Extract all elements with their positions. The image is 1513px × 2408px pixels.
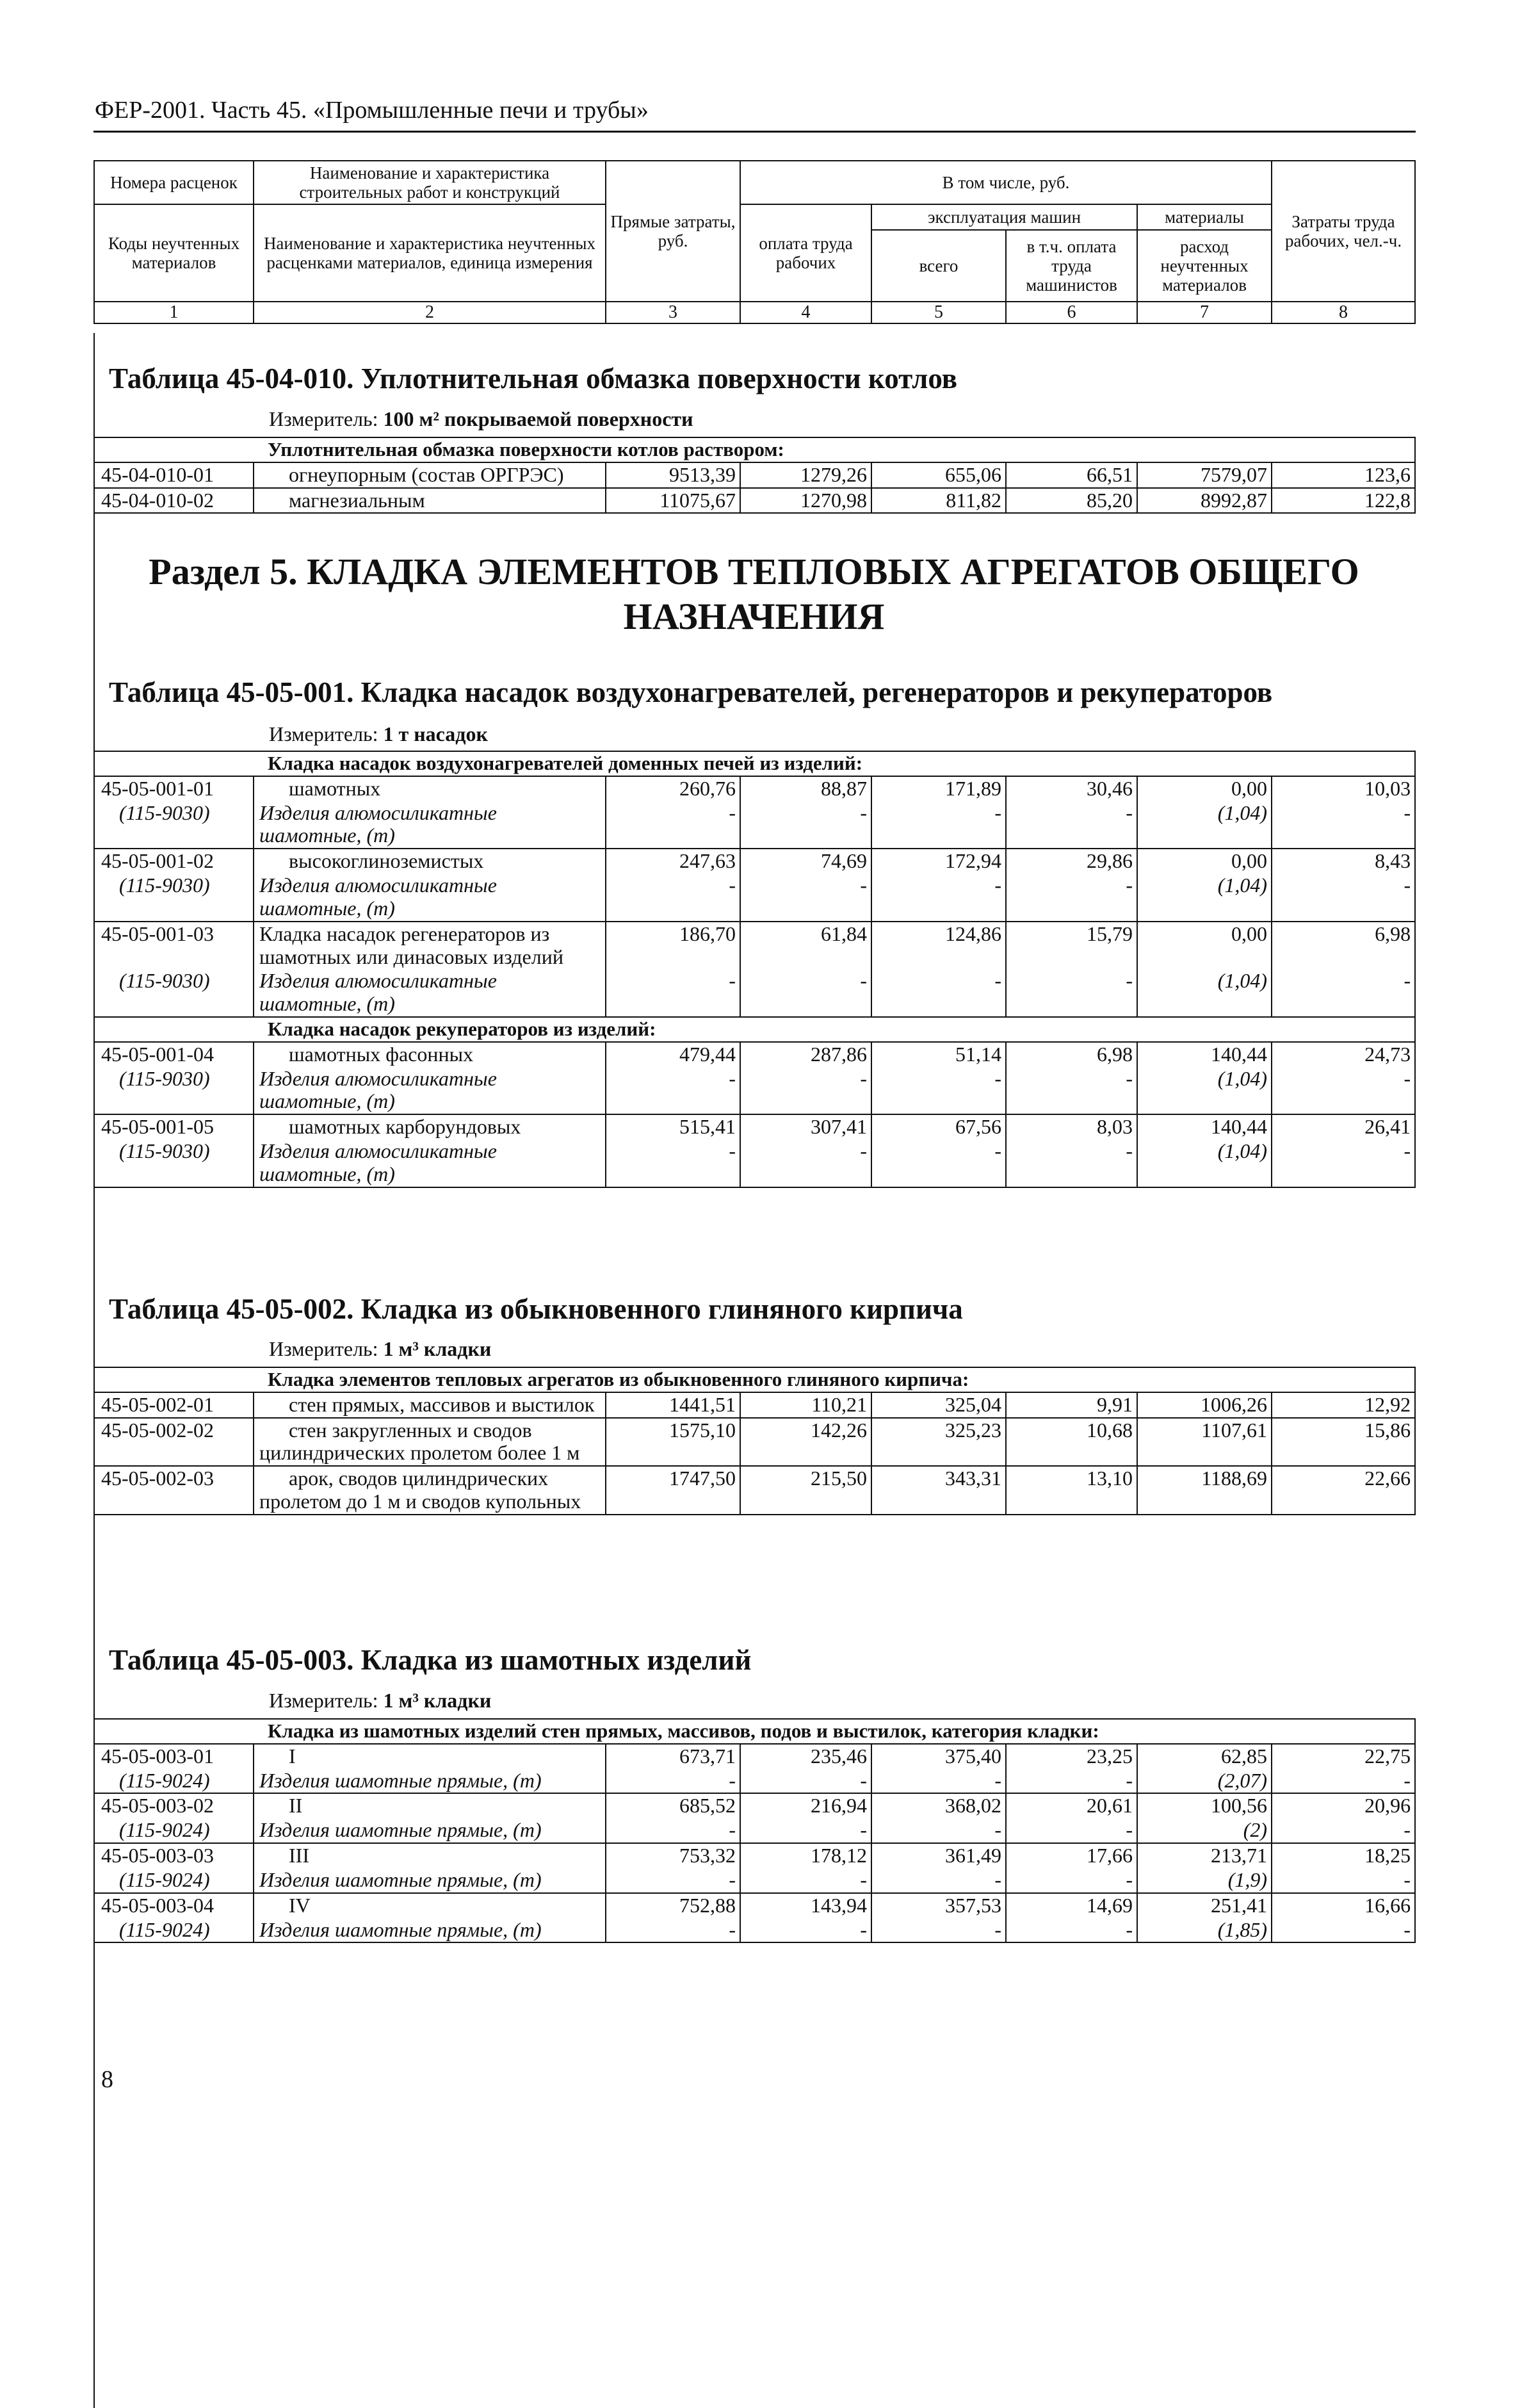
labor-costs: 123,6 — [1272, 462, 1415, 488]
material-name: Изделия алюмосиликатные шамотные, (т) — [254, 1067, 606, 1115]
labor-pay: 110,21 — [740, 1392, 871, 1418]
machines-labor: 14,69 — [1006, 1893, 1137, 1918]
machines-labor: 66,51 — [1006, 462, 1137, 488]
machines-total: 375,40 — [871, 1744, 1006, 1769]
material-machines-labor: - — [1006, 969, 1137, 1017]
material-row — [94, 1818, 1415, 1843]
labor-costs: 22,75 — [1272, 1744, 1415, 1769]
machines-total: 357,53 — [871, 1893, 1006, 1918]
section-title — [93, 549, 1414, 639]
material-consumption: (1,04) — [1137, 801, 1272, 849]
labor-costs: 16,66 — [1272, 1893, 1415, 1918]
material-row — [94, 1139, 1415, 1187]
labor-costs: 24,73 — [1272, 1042, 1415, 1067]
material-direct: - — [606, 969, 740, 1017]
material-consumption: (1,04) — [1137, 969, 1272, 1017]
work-name: I — [254, 1744, 606, 1769]
materials: 1188,69 — [1137, 1466, 1272, 1515]
material-direct: - — [606, 1868, 740, 1893]
direct-costs: 186,70 — [606, 922, 740, 970]
col-number: 3 — [606, 302, 740, 323]
labor-costs: 12,92 — [1272, 1392, 1415, 1418]
meter-label: Измеритель: — [269, 1689, 378, 1712]
machines-labor: 85,20 — [1006, 488, 1137, 514]
table-row — [94, 462, 1415, 488]
col-labor-pay: оплата труда рабочих — [740, 204, 871, 302]
material-direct: - — [606, 1769, 740, 1794]
material-name: Изделия шамотные прямые, (т) — [254, 1868, 606, 1893]
material-consumption: (1,04) — [1137, 1139, 1272, 1187]
col-number: 4 — [740, 302, 871, 323]
material-consumption: (1,85) — [1137, 1918, 1272, 1943]
material-direct: - — [606, 1918, 740, 1943]
material-machines: - — [871, 874, 1006, 922]
materials: 62,85 — [1137, 1744, 1272, 1769]
material-code: (115-9030) — [94, 969, 254, 1017]
material-code: (115-9024) — [94, 1918, 254, 1943]
labor-costs: 18,25 — [1272, 1843, 1415, 1868]
machines-labor: 13,10 — [1006, 1466, 1137, 1515]
table-title: Таблица 45-04-010. Уплотнительная обмазка поверхности котлов — [109, 362, 958, 395]
material-code: (115-9030) — [94, 801, 254, 849]
work-name: IV — [254, 1893, 606, 1918]
machines-total: 361,49 — [871, 1843, 1006, 1868]
rate-code: 45-05-001-02 — [94, 849, 254, 874]
meter-value: 1 т насадок — [383, 722, 488, 745]
material-labor-pay: - — [740, 1818, 871, 1843]
material-machines-labor: - — [1006, 874, 1137, 922]
direct-costs: 1747,50 — [606, 1466, 740, 1515]
material-name: Изделия алюмосиликатные шамотные, (т) — [254, 874, 606, 922]
machines-total: 172,94 — [871, 849, 1006, 874]
machines-total: 67,56 — [871, 1114, 1006, 1139]
direct-costs: 260,76 — [606, 776, 740, 801]
rate-code: 45-05-002-02 — [94, 1418, 254, 1467]
material-labor-pay: - — [740, 1918, 871, 1943]
materials: 0,00 — [1137, 776, 1272, 801]
material-machines: - — [871, 1868, 1006, 1893]
machines-labor: 10,68 — [1006, 1418, 1137, 1467]
material-direct: - — [606, 874, 740, 922]
labor-pay: 1270,98 — [740, 488, 871, 514]
material-code: (115-9030) — [94, 1067, 254, 1115]
rate-code: 45-05-003-02 — [94, 1793, 254, 1818]
table-title: Таблица 45-05-001. Кладка насадок воздухонагревателей, регенераторов и рекуператоров — [109, 676, 1273, 708]
material-consumption: (2,07) — [1137, 1769, 1272, 1794]
material-direct: - — [606, 1067, 740, 1115]
machines-labor: 17,66 — [1006, 1843, 1137, 1868]
material-direct: - — [606, 1818, 740, 1843]
meter-label: Измеритель: — [269, 407, 378, 430]
work-name: стен прямых, массивов и выстилок — [254, 1392, 606, 1418]
work-name: шамотных фасонных — [254, 1042, 606, 1067]
labor-pay: 215,50 — [740, 1466, 871, 1515]
material-row — [94, 801, 1415, 849]
labor-pay: 287,86 — [740, 1042, 871, 1067]
material-labor-costs: - — [1272, 801, 1415, 849]
table-row — [94, 1893, 1415, 1918]
rates-table-45-05-001 — [93, 751, 1416, 1188]
col-labor-costs: Затраты труда рабочих, чел.-ч. — [1272, 161, 1415, 302]
material-machines: - — [871, 1139, 1006, 1187]
direct-costs: 1441,51 — [606, 1392, 740, 1418]
material-machines-labor: - — [1006, 1067, 1137, 1115]
labor-pay: 1279,26 — [740, 462, 871, 488]
rate-code: 45-04-010-01 — [94, 462, 254, 488]
rate-code: 45-05-001-04 — [94, 1042, 254, 1067]
material-machines-labor: - — [1006, 1818, 1137, 1843]
table-row — [94, 1042, 1415, 1067]
machines-labor: 29,86 — [1006, 849, 1137, 874]
material-labor-costs: - — [1272, 1918, 1415, 1943]
material-machines-labor: - — [1006, 1769, 1137, 1794]
machines-total: 124,86 — [871, 922, 1006, 970]
machines-total: 343,31 — [871, 1466, 1006, 1515]
labor-costs: 10,03 — [1272, 776, 1415, 801]
direct-costs: 1575,10 — [606, 1418, 740, 1467]
machines-labor: 30,46 — [1006, 776, 1137, 801]
material-labor-costs: - — [1272, 1868, 1415, 1893]
materials: 140,44 — [1137, 1114, 1272, 1139]
work-name: Кладка насадок регенераторов из шамотных или динасовых изделий — [254, 922, 606, 970]
rates-table-45-05-003 — [93, 1718, 1416, 1943]
col-materials-consumption: расход неучтенных материалов — [1137, 230, 1272, 302]
materials: 251,41 — [1137, 1893, 1272, 1918]
meter-value: 1 м³ кладки — [383, 1689, 492, 1712]
material-row — [94, 1067, 1415, 1115]
material-direct: - — [606, 1139, 740, 1187]
material-labor-pay: - — [740, 801, 871, 849]
direct-costs: 673,71 — [606, 1744, 740, 1769]
rates-table-45-04-010 — [93, 437, 1416, 514]
table-title: Таблица 45-05-002. Кладка из обыкновенного глиняного кирпича — [109, 1293, 963, 1325]
labor-costs: 20,96 — [1272, 1793, 1415, 1818]
col-work-name: Наименование и характеристика строительных работ и конструкций — [254, 161, 606, 204]
material-machines: - — [871, 969, 1006, 1017]
labor-costs: 22,66 — [1272, 1466, 1415, 1515]
machines-total: 51,14 — [871, 1042, 1006, 1067]
direct-costs: 753,32 — [606, 1843, 740, 1868]
material-name: Изделия алюмосиликатные шамотные, (т) — [254, 1139, 606, 1187]
direct-costs: 515,41 — [606, 1114, 740, 1139]
table-title: Таблица 45-05-003. Кладка из шамотных изделий — [109, 1644, 752, 1676]
col-including: В том числе, руб. — [740, 161, 1272, 204]
materials: 0,00 — [1137, 849, 1272, 874]
material-name: Изделия алюмосиликатные шамотные, (т) — [254, 801, 606, 849]
work-name: шамотных — [254, 776, 606, 801]
work-name: магнезиальным — [254, 488, 606, 514]
labor-costs: 8,43 — [1272, 849, 1415, 874]
col-machines-incl: в т.ч. оплата труда машинистов — [1006, 230, 1137, 302]
rate-code: 45-05-002-01 — [94, 1392, 254, 1418]
material-labor-costs: - — [1272, 1139, 1415, 1187]
material-labor-costs: - — [1272, 1067, 1415, 1115]
labor-pay: 142,26 — [740, 1418, 871, 1467]
direct-costs: 752,88 — [606, 1893, 740, 1918]
machines-labor: 9,91 — [1006, 1392, 1137, 1418]
materials: 0,00 — [1137, 922, 1272, 970]
machines-labor: 8,03 — [1006, 1114, 1137, 1139]
material-code: (115-9030) — [94, 874, 254, 922]
col-number: 5 — [871, 302, 1006, 323]
work-name: шамотных карборундовых — [254, 1114, 606, 1139]
materials: 100,56 — [1137, 1793, 1272, 1818]
material-code: (115-9024) — [94, 1769, 254, 1794]
material-code: (115-9024) — [94, 1868, 254, 1893]
material-labor-pay: - — [740, 1868, 871, 1893]
material-row — [94, 1868, 1415, 1893]
material-machines-labor: - — [1006, 1868, 1137, 1893]
machines-labor: 6,98 — [1006, 1042, 1137, 1067]
table-row — [94, 1114, 1415, 1139]
material-labor-pay: - — [740, 1769, 871, 1794]
material-labor-costs: - — [1272, 1769, 1415, 1794]
material-machines-labor: - — [1006, 801, 1137, 849]
material-labor-pay: - — [740, 969, 871, 1017]
labor-pay: 216,94 — [740, 1793, 871, 1818]
labor-pay: 88,87 — [740, 776, 871, 801]
labor-costs: 26,41 — [1272, 1114, 1415, 1139]
material-code: (115-9024) — [94, 1818, 254, 1843]
material-name: Изделия шамотные прямые, (т) — [254, 1818, 606, 1843]
meter-value: 100 м² покрываемой поверхности — [383, 407, 693, 430]
material-machines: - — [871, 801, 1006, 849]
col-machines-total: всего — [871, 230, 1006, 302]
table-meter — [269, 1689, 491, 1712]
material-name: Изделия шамотные прямые, (т) — [254, 1769, 606, 1794]
rate-code: 45-05-002-03 — [94, 1466, 254, 1515]
machines-labor: 23,25 — [1006, 1744, 1137, 1769]
material-row — [94, 969, 1415, 1017]
machines-total: 811,82 — [871, 488, 1006, 514]
machines-total: 171,89 — [871, 776, 1006, 801]
table-row — [94, 1418, 1415, 1467]
rates-table-45-05-002 — [93, 1367, 1416, 1515]
work-name: огнеупорным (состав ОРГРЭС) — [254, 462, 606, 488]
table-row — [94, 849, 1415, 874]
table-row — [94, 1793, 1415, 1818]
materials: 7579,07 — [1137, 462, 1272, 488]
table-meter — [269, 1337, 491, 1361]
table-row — [94, 1744, 1415, 1769]
labor-costs: 15,86 — [1272, 1418, 1415, 1467]
work-name: высокоглиноземистых — [254, 849, 606, 874]
material-row — [94, 1918, 1415, 1943]
machines-total: 368,02 — [871, 1793, 1006, 1818]
material-consumption: (2) — [1137, 1818, 1272, 1843]
work-name: стен закругленных и сводов цилиндрических пролетом более 1 м — [254, 1418, 606, 1467]
labor-costs: 122,8 — [1272, 488, 1415, 514]
labor-pay: 143,94 — [740, 1893, 871, 1918]
work-name: II — [254, 1793, 606, 1818]
material-consumption: (1,9) — [1137, 1868, 1272, 1893]
col-rates-numbers: Номера расценок — [94, 161, 254, 204]
group-heading: Кладка из шамотных изделий стен прямых, массивов, подов и выстилок, категория кладки: — [94, 1719, 1415, 1744]
direct-costs: 247,63 — [606, 849, 740, 874]
materials: 1006,26 — [1137, 1392, 1272, 1418]
col-machines: эксплуатация машин — [871, 204, 1137, 230]
rate-code: 45-04-010-02 — [94, 488, 254, 514]
materials: 8992,87 — [1137, 488, 1272, 514]
meter-label: Измеритель: — [269, 722, 378, 745]
material-row — [94, 874, 1415, 922]
material-name: Изделия алюмосиликатные шамотные, (т) — [254, 969, 606, 1017]
group-heading: Кладка насадок рекуператоров из изделий: — [94, 1017, 1415, 1042]
table-row — [94, 922, 1415, 970]
table-row — [94, 1466, 1415, 1515]
table-meter — [269, 407, 693, 431]
materials: 1107,61 — [1137, 1418, 1272, 1467]
rate-code: 45-05-001-01 — [94, 776, 254, 801]
col-number: 1 — [94, 302, 254, 323]
group-heading: Кладка насадок воздухонагревателей доменных печей из изделий: — [94, 751, 1415, 776]
col-number: 8 — [1272, 302, 1415, 323]
table-row — [94, 776, 1415, 801]
material-labor-pay: - — [740, 1067, 871, 1115]
col-number: 7 — [1137, 302, 1272, 323]
table-row — [94, 1392, 1415, 1418]
page-header: ФЕР-2001. Часть 45. «Промышленные печи и трубы» — [95, 97, 649, 124]
work-name: арок, сводов цилиндрических пролетом до 1 м и сводов купольных — [254, 1466, 606, 1515]
labor-costs: 6,98 — [1272, 922, 1415, 970]
material-machines: - — [871, 1067, 1006, 1115]
col-unaccounted-codes: Коды неучтенных материалов — [94, 204, 254, 302]
labor-pay: 74,69 — [740, 849, 871, 874]
materials: 140,44 — [1137, 1042, 1272, 1067]
rate-code: 45-05-003-03 — [94, 1843, 254, 1868]
group-heading: Кладка элементов тепловых агрегатов из обыкновенного глиняного кирпича: — [94, 1367, 1415, 1392]
rate-code: 45-05-001-05 — [94, 1114, 254, 1139]
rate-code: 45-05-003-04 — [94, 1893, 254, 1918]
section-title-line: Раздел 5. КЛАДКА ЭЛЕМЕНТОВ ТЕПЛОВЫХ АГРЕГАТОВ ОБЩЕГО — [149, 551, 1359, 592]
material-consumption: (1,04) — [1137, 874, 1272, 922]
materials: 213,71 — [1137, 1843, 1272, 1868]
col-direct-costs: Прямые затраты, руб. — [606, 161, 740, 302]
material-labor-pay: - — [740, 1139, 871, 1187]
material-labor-pay: - — [740, 874, 871, 922]
material-machines: - — [871, 1769, 1006, 1794]
material-labor-costs: - — [1272, 969, 1415, 1017]
material-machines-labor: - — [1006, 1139, 1137, 1187]
direct-costs: 9513,39 — [606, 462, 740, 488]
machines-labor: 15,79 — [1006, 922, 1137, 970]
material-name: Изделия шамотные прямые, (т) — [254, 1918, 606, 1943]
column-header-table — [93, 160, 1416, 324]
labor-pay: 178,12 — [740, 1843, 871, 1868]
group-heading: Уплотнительная обмазка поверхности котлов раствором: — [94, 437, 1415, 462]
meter-value: 1 м³ кладки — [383, 1337, 492, 1360]
machines-labor: 20,61 — [1006, 1793, 1137, 1818]
labor-pay: 61,84 — [740, 922, 871, 970]
table-row — [94, 488, 1415, 514]
header-rule — [93, 131, 1416, 133]
machines-total: 325,04 — [871, 1392, 1006, 1418]
material-consumption: (1,04) — [1137, 1067, 1272, 1115]
rate-code: 45-05-001-03 — [94, 922, 254, 970]
material-labor-costs: - — [1272, 1818, 1415, 1843]
material-machines: - — [871, 1918, 1006, 1943]
rate-code: 45-05-003-01 — [94, 1744, 254, 1769]
material-code: (115-9030) — [94, 1139, 254, 1187]
material-labor-costs: - — [1272, 874, 1415, 922]
material-row — [94, 1769, 1415, 1794]
machines-total: 325,23 — [871, 1418, 1006, 1467]
col-materials: материалы — [1137, 204, 1272, 230]
direct-costs: 479,44 — [606, 1042, 740, 1067]
page-number: 8 — [101, 2066, 113, 2093]
direct-costs: 11075,67 — [606, 488, 740, 514]
col-number: 6 — [1006, 302, 1137, 323]
material-machines: - — [871, 1818, 1006, 1843]
labor-pay: 235,46 — [740, 1744, 871, 1769]
section-title-line: НАЗНАЧЕНИЯ — [623, 595, 885, 637]
material-direct: - — [606, 801, 740, 849]
table-row — [94, 1843, 1415, 1868]
work-name: III — [254, 1843, 606, 1868]
col-unaccounted-name: Наименование и характеристика неучтенных расценками материалов, единица измерения — [254, 204, 606, 302]
direct-costs: 685,52 — [606, 1793, 740, 1818]
material-machines-labor: - — [1006, 1918, 1137, 1943]
meter-label: Измеритель: — [269, 1337, 378, 1360]
machines-total: 655,06 — [871, 462, 1006, 488]
table-meter — [269, 722, 488, 746]
labor-pay: 307,41 — [740, 1114, 871, 1139]
col-number: 2 — [254, 302, 606, 323]
